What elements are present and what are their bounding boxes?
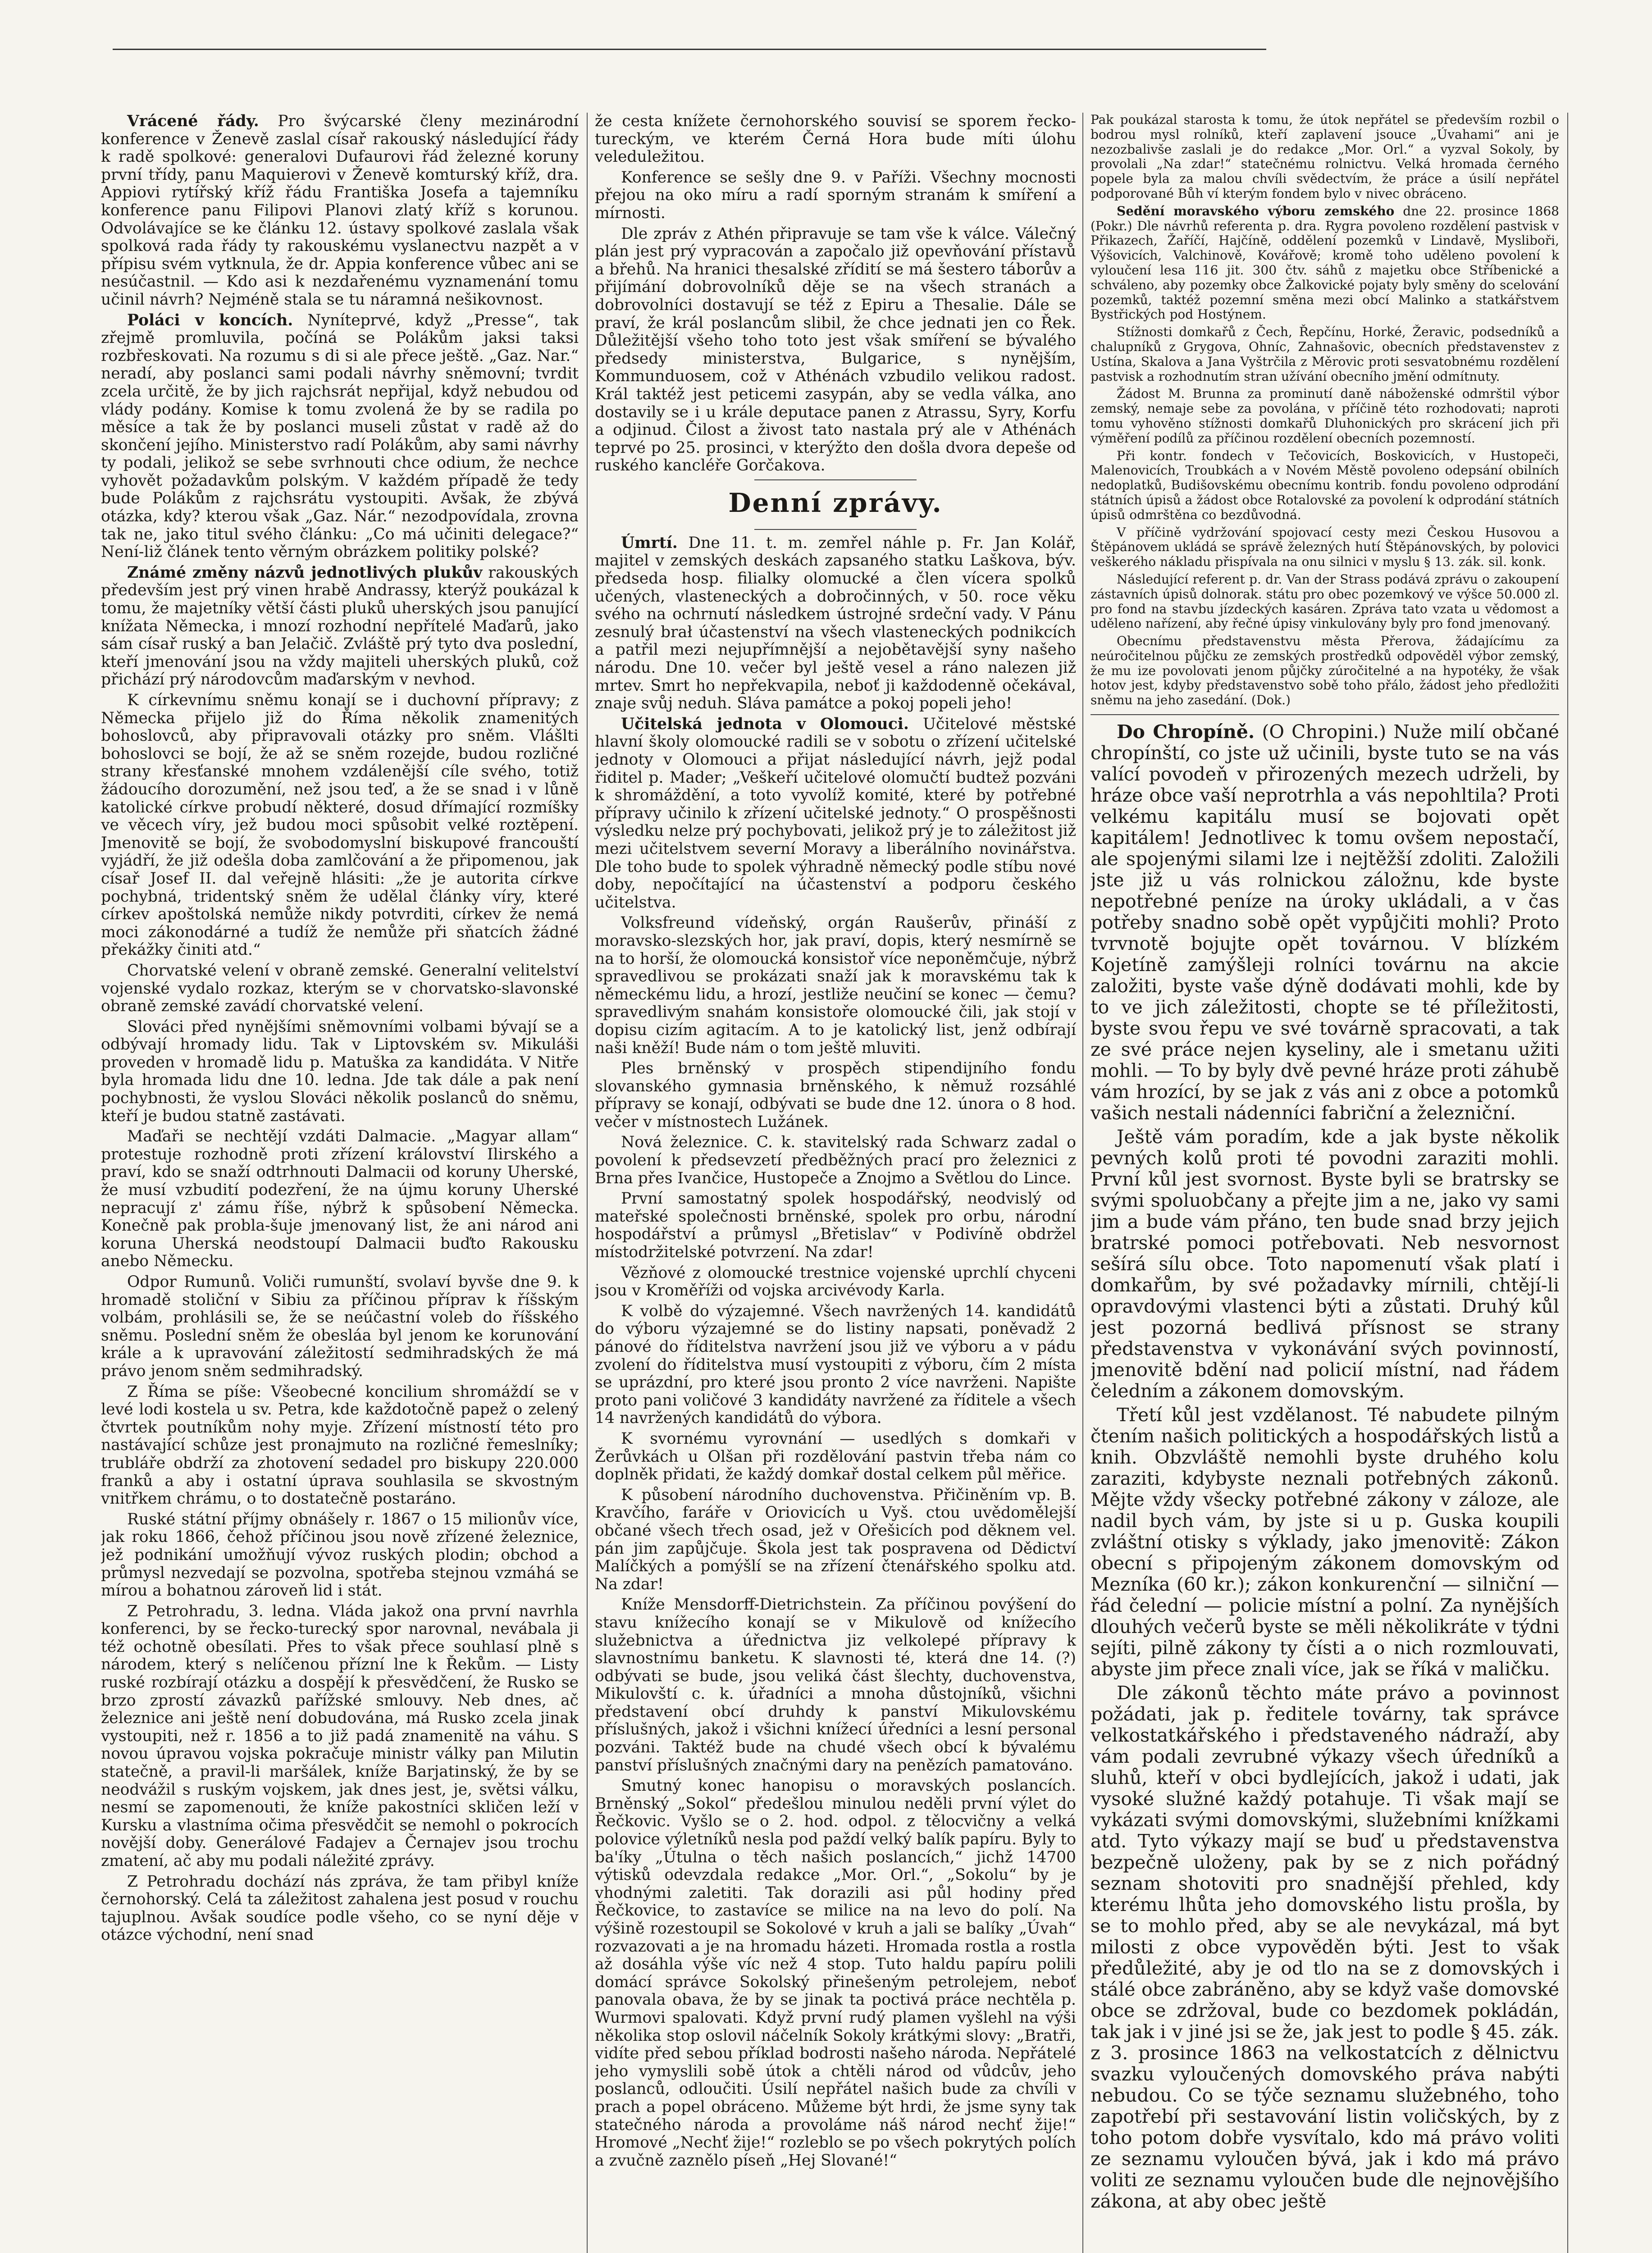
article-paragraph: Obecnímu představenstvu města Přerova, žádajícímu za neúročitelnou půjčku ze zemských prostředků odpověděl výbor zemský, že mu ize povolovati jenom půjčky zúročitelné a na hypotéky, že však hotov jest, kdyby představenstvo sobě toho přálo, žádost jeho předložiti sněmu na jeho zasedání. (Dok.) — [1091, 634, 1559, 708]
lead-in: Úmrtí. — [621, 534, 678, 552]
article-paragraph: Sedění moravského výboru zemského dne 22. prosince 1868 (Pokr.) Dle návrhů referenta p. dra. Rygra povoleno rozdělení pastvisk v Přikazech, Žaříčí, Hajčíně, oddělení pozemků v Lindavě, Mysliboři, Výšovicích, Valchinově, Kovářově; kromě toho uděleno povolení k vyloučení lesa 116 jit. 300 čtv. sáhů z majetku obce Stříbenické a schváleno, aby pozemky obce Žalkovické pojaty byly směny do scelování pozemků, taktéž pozemní směna mezi obcí Malinko a statkářstvem Bystřických pod Hostýnem. — [1091, 203, 1559, 322]
lead-in: Vrácené řády. — [127, 113, 259, 130]
article-paragraph: Třetí kůl jest vzdělanost. Té nabudete pilným čtením našich politických a hospodářských listů a knih. Obzvláště nemohli byste druhého kolu zaraziti, kdybyste neznali potřebných zákonů. Mějte vždy všecky potřebné zákony v záloze, ale nadil bych vám, by jste si u p. Guska koupili zvláštní otisky s výklady, jako jmenovitě: Zákon obecní s připojeným zákonem domovským od Mezníka (60 kr.); zákon konkurenční — silniční — řád čelední — policie místní a polní. Za nynějších dlouhých večerů byste se měli několikráte v týdni sejíti, pilně zákony ty čísti a o nich rozmlouvati, abyste jim přece znali více, jak se říká v maličku. — [1091, 1404, 1559, 1680]
lead-in: Poláci v koncích. — [127, 311, 293, 329]
lead-in: Do Chropíně. — [1117, 721, 1255, 743]
article-paragraph: Při kontr. fondech v Tečovicích, Boskovicích, v Hustopeči, Malenovicích, Troubkách a v Novém Městě povoleno odepsání obilních nedoplatků, Budišovskému obecnímu kontrib. fondu povoleno odprodání státních úpisů a žádost obce Rotalovské za povolení k odprodání státních úpisů odmrštěna co bezdůvodná. — [1091, 448, 1559, 522]
news-item: K volbě do výzajemné. Všech navržených 14. kandidátů do výboru výzajemné se do listiny napsati, poněvadž 2 pánové do říditelstva navržení jsou již ve výboru a v pádu zvolení do říditelstva musí vystoupiti z výboru, čím 2 místa se uprázdní, pro které jsou pronto 2 více navrženi. Napište proto pani voličové 3 kandidáty navržené za říditele a všech 14 navržených kandidátů do výbora. — [595, 1302, 1076, 1428]
news-item: Učitelská jednota v Olomouci. Učitelové městské hlavní školy olomoucké radili se v sobotu o zřízení učitelské jednoty v Olomouci a přijat následující návrh, jejž podal řiditel p. Mader; „Veškeří učitelové olomučtí budtež pozváni k shromáždění, a toto vyvolíž komité, které by potřebné přípravy učinilo k zřízení učitelské jednoty.“ O prospěšnosti výsledku nelze prý pochybovati, jelikož prý je to záležitost již mezi učitelstvem severní Moravy a liberálního novinářstva. Dle toho bude to spolek výhradně německý podle stíbu nové doby, nepočítající na účastenství a podporu českého učitelstva. — [595, 715, 1076, 912]
section-rule — [754, 479, 917, 480]
article-paragraph: Slováci před nynějšími sněmovními volbami bývají se a odbývají hromady lidu. Tak v Liptovském sv. Mikuláši proveden v hromadě lidu p. Matuška za kandidáta. V Nitře byla hromada lidu dne 10. ledna. Jde tak dále a pak není pochybnosti, že vyslou Slováci několik poslanců do sněmu, kteří je budou statně zastávati. — [101, 1017, 579, 1125]
news-item: Úmrtí. Dne 11. t. m. zemřel náhle p. Fr. Jan Kolář, majitel v zemských deskách zapsaného statku Laškova, býv. předseda hosp. filialky olomucké a člen vícera spolků učených, vlasteneckých a dobročinných, v 50. roce věku svého na ochrnutí následkem ústrojné srdeční vady. V Pánu zesnulý brał účastenství na všech vlasteneckých podnikcích a patřil mezi nejupřímnější a nejobětavější syny našeho národu. Dne 10. večer byl ještě vesel a ráno nalezen již mrtev. Smrt ho nepřekvapila, neboť ji každodenně očekával, znaje svůj neduh. Sláva památce a pokoj popeli jeho! — [595, 534, 1076, 713]
article-paragraph: Konference se sešly dne 9. v Paříži. Všechny mocnosti přejou na oko míru a radí sporným stranám k smíření a mírnosti. — [595, 168, 1076, 222]
news-item: K svornému vyrovnání — usedlých s domkaři v Žerůvkách u Olšan při rozdělování pastvin třeba nám co doplněk přidati, že každý domkař dostal celkem půl měřice. — [595, 1429, 1076, 1484]
column-2 — [595, 113, 1076, 2253]
article-paragraph: Vrácené řády. Pro švýcarské členy mezinárodní konference v Ženevě zaslal císař rakouský následující řády k radě spolkové: generalovi Dufaurovi řád železné koruny první třídy, panu Maquierovi v Ženevě komturský kříž, dra. Appiovi rytířský kříž řádu Františka Josefa a tajemníku konference panu Filipovi Planovi zlatý kříž s korunou. Odvolávajíce se ke článku 12. ústavy spolkové zaslala však spolková rada řády ty rakouskému vyslanectvu nazpět a v přípisu svém vytknula, že dr. Appia konference vůbec ani se nesúčastnil. — Kdo asi k nezdařenému vyznamenání tomu učinil návrh? Nejméně stala se tu náramná nešikovnost. — [101, 113, 579, 309]
article-paragraph: Dle zákonů těchto máte právo a povinnost požádati, jak p. ředitele továrny, tak správce velkostatkářského i představeného nádraží, aby vám podali zevrubné výkazy všech úředníků a sluhů, kteří v obci bydlejících, jakož i udati, jak vysoké služné každý potahuje. Ti však mají se vykázati svými domovskými, služebními knížkami atd. Tyto výkazy mají se buď u představenstva bezpečně uloženy, pak by se z nich pořádný seznam shotoviti pro snadnější přehled, kdy kterému lhůta jeho domovského listu prošla, by se to mohlo před, aby se ale nevykázal, má byt milosti z obce vypověděn býti. Jest to však předůležité, aby je od tlo na se z domovských i stálé obce zabráněno, aby se když vaše domovské obce se zdržoval, bude co bezdomek pokládán, tak jak i v jiné jsi se že, jak jest to podle § 45. zák. z 3. prosince 1863 na velkostatcích z dělnictvu svazku vyloučených domovského práva nabýti nebudou. Co se týče seznamu služebného, toho zapotřebí při sestavování listin voličských, by z toho potom dobře vysvítalo, kdo má právo voliti ze seznamu vyloučen bývá, jak i kdo má právo voliti ze seznamu vyloučen bude dle nejnovějšího zákona, at aby obec ještě — [1091, 1682, 1559, 2212]
article-paragraph: Stížnosti domkařů z Čech, Řepčínu, Horké, Žeravic, podsedníků a chalupníků z Grygova, Ohníc, Zahnašovic, obecních představenstev z Ustína, Skalova a Jana Vyštrčila z Měrovic proti sesvatobnému rozdělení pastvisk a rozhodnutím stran užívání obecního jmění odmítnuty. — [1091, 324, 1559, 384]
news-item: Ples brněnský v prospěch stipendijního fondu slovanského gymnasia brněnského, k němuž rozsáhlé přípravy se konají, odbývati se bude dne 12. února o 8 hod. večer v místnostech Lužánek. — [595, 1059, 1076, 1131]
article-paragraph: K církevnímu sněmu konají se i duchovní přípravy; z Německa přijelo již do Říma několik znamenitých bohoslovců, aby připravovali otázky pro sněm. Vlášlti bohoslovci se bojí, že až se sněm rozejde, budou rozličné strany křesťanské mnohem vzdálenější cíle svého, totiž žádoucího dorozumění, než jsou teď, a že se snad i v lůně katolické církve probudí některé, dosud dřímající rozmíšky ve věcech víry, jež budou moci spůsobit velké roztěpení. Jmenovitě se bojí, že svobodomyslní biskupové francouští vyjádří, že již odešla doba zamlčování a že připomenou, jak císař Josef II. dal veřejně hlásiti: „že je autorita církve pochybná, tridentský sněm že udělal články víry, které církev apoštolská nemůže nikdy potvrditi, církev že nemá moci zákonodárné a tudíž že nemůže při sňatcích žádné překážky činiti atd.“ — [101, 691, 579, 959]
column-1 — [101, 113, 579, 2253]
column-divider — [587, 113, 588, 2253]
article-paragraph: Chorvatské velení v obraně zemské. Generalní velitelství vojenské vydalo rozkaz, kterým se v chorvatsko-slavonské obraně zemské zavádí chorvatské velení. — [101, 961, 579, 1016]
article-paragraph: Pak poukázal starosta k tomu, že útok nepřátel se především rozbil o bodrou mysl rolníků, kteří zaplavení jsouce „Úvahami“ ani je nezozbalivše zaslali je do redakce „Mor. Orl.“ a vyzval Sokoly, by provolali „Na zdar!“ statečnému rolnictvu. Velká hromada černého popele byla za malou chvíli svědectvím, že práce a úsilí nepřátel podporované Bůh ví kterým fondem bylo v nivec obráceno. — [1091, 113, 1559, 201]
article-paragraph: Z Říma se píše: Všeobecné koncilium shromáždí se v levé lodi kostela u sv. Petra, kde každotočně papež o zelený čtvrtek poutníkům nohy myje. Zřízení místností této pro nastávající schůze jest pronajmuto na rozličné řemeslníky; trubláře obdrží za zhotovení sedadel pro biskupy 220.000 franků a aby i ostatní úprava souhlasila se skvostným vnitřkem chrámu, o to dostatečně postaráno. — [101, 1382, 579, 1508]
news-item: Smutný konec hanopisu o moravských poslancích. Brněnský „Sokol“ předešlou minulou neděli první výlet do Řečkovic. Vyšlo se o 2. hod. odpol. z tělocvičny a velká polovice výletníků nesla pod paždí velký balík papíru. Byly to ba'íky „Útulna o těch našich poslancích,“ jichž 14700 výtisků odevzdala redakce „Mor. Orl.“, „Sokolu“ by je vhodnými zaletiti. Tak dorazili asi půl hodiny před Řečkovice, to zastavíce se milice na na levo do polí. Na výšině rozestoupil se Sokolové v kruh a jali se balíky „Úvah“ rozvazovati a je na hromadu házeti. Hromada rostla a rostla až dosáhla výše víc než 4 stop. Tuto haldu papíru polili domácí správce Sokolský přinešeným petrolejem, neboť panovala obava, že by se jinak ta poctivá práce nechtěla p. Wurmovi spalovati. Když první rudý plamen vyšlehl na výši několika stop oslovil náčelník Sokoly krátkými slovy: „Bratři, vidíte před sebou příklad bodrosti našeho národa. Nepřátelé jeho vymyslili sobě útok a chtěli národ od vůdcův, jeho poslanců, odloučiti. Úsilí nepřátel našich bude za chvíli v prach a popel obráceno. Můžeme být hrdi, že jsme syny tak statečného národa a provoláme náš národ nechť žije!“ Hromové „Nechť žije!“ rozleblo se po všech pokrytých polích a zvučně zaznělo píseň „Hej Slované!“ — [595, 1777, 1076, 2170]
lead-in: Učitelská jednota v Olomouci. — [621, 715, 909, 733]
news-item: Kníže Mensdorff-Dietrichstein. Za příčinou povýšení do stavu knížecího konají se v Mikulově od knížecího služebnictva a úřednictva jiz velkolepé přípravy k slavnostnímu banketu. K slavnosti té, která dne 14. (?) odbývati se bude, jsou veliká část šlechty, duchovenstva, Mikulovští c. k. úřadníci a mnoha důstojníků, všichni představení obcí druhdy k panství Mikulovskému příslušných, jakož i všichni knížecí úředníci a lesní personal pozváni. Taktéž bude na chudé všech obcí k bývalému panství příslušných značnými dary na penězích pamatováno. — [595, 1596, 1076, 1774]
top-rule — [113, 49, 1266, 50]
news-item: První samostatný spolek hospodářský, neodvislý od mateřské společnosti brněnské, spolek pro orbu, národní hospodářství a průmysl „Břetislav“ v Podivíně obdržel místodržitelské potvrzení. Na zdar! — [595, 1190, 1076, 1262]
article-paragraph: Odpor Rumunů. Voliči rumunští, svolaví byvše dne 9. k hromadě stoliční v Sibiu za příčinou příprav k říšským volbám, prohlásili se, že se neúčastní voleb do říšského sněmu. Poslední sněm že obesláa byl jenom ke korunování krále a k upravování záležitostí sedmihradských že má právo jenom sněm sedmihradský. — [101, 1273, 579, 1380]
news-item: Volksfreund vídeňský, orgán Raušerův, přináší z moravsko-slezských hor, jak praví, dopis, který nesmírně se na to horší, že olomoucká konsistoř více neponěmčuje, nýbrž spravedlivou se prokázati snaží jak k moravskému tak k německému lidu, a hrozí, jestliže neučiní se konec — čemu? spravedlivým snahám konsistoře olomoucké čili, jak stojí v dopisu cizím agitacím. A to je katolický list, jenž odbírají naši kněží! Bude nám o tom ještě mluviti. — [595, 914, 1076, 1057]
right-margin-rule — [1567, 113, 1568, 2253]
article-paragraph: že cesta knížete černohorského souvisí se sporem řecko-tureckým, ve kterém Černá Hora bude míti úlohu veleduležitou. — [595, 113, 1076, 166]
news-item: Nová železnice. C. k. stavitelský rada Schwarz zadal o povolení k předsevzetí předběžných prací pro železnici z Brna přes Ivančice, Hustopeče a Znojmo a Světlou do Lince. — [595, 1133, 1076, 1187]
news-item: K působení národního duchovenstva. Přičiněním vp. B. Kravčího, faráře v Oriovicích u Vyš. ctou uvědomělejší občané všech třech osad, jež v Ořešicích pod děknem vel. pán jim zapůjčuje. Škola jest tak pospravena od Dědictví Malíčkých a pomýšlí se na zřízení čtenářského spolku atd. Na zdar! — [595, 1486, 1076, 1593]
section-title: Denní zprávy. — [728, 487, 943, 518]
article-paragraph: Do Chropíně. (O Chropini.) Nuže milí občané chropínští, co jste už učinili, byste tuto se na vás valící povodeň v přirozených mezech udrželi, by hráze obce vaší neprotrhla a vás nepohltila? Proti velkému kapitálu musí se bojovati opět kapitálem! Jednotlivec k tomu ovšem nepostačí, ale spojenými silami lze i nejtěžší zdoliti. Založili jste již u vás rolnickou záložnu, kde byste nepotřebné peníze na úroky ukládali, a v čas potřeby snadno sobě opět vypůjčiti mohli? Proto tvrvnotě bojujte opět továrnou. V blízkém Kojetíně zamýšleji rolníci továrnu na akcie založiti, byste vaše dýně dodávati mohli, kde by to ve jich záležitosti, chopte se té příležitosti, byste svou řepu ve své továrně spracovati, a tak ze své práce nejen kyseliny, ale i smetanu užiti mohli. — To by byly dvě pevné hráze proti záhubě vám hrozící, by se jak z vás ani z obce a potomků vašich nestali nádenníci fabriční a železniční. — [1091, 721, 1559, 1124]
article-paragraph: Z Petrohradu dochází nás zpráva, že tam přibyl kníže černohorský. Celá ta záležitost zahalena jest posud v rouchu tajuplnou. Avšak soudíce podle všeho, co se nyní děje v otázce východní, není snad — [101, 1872, 579, 1944]
article-paragraph: Poláci v koncích. Nyníteprvé, když „Presse“, tak zřejmě promluvila, počíná se Polákům jaksi taksi rozbřeskovati. Na rozumu s di si ale přece ještě. „Gaz. Nar.“ neradí, aby poslanci sami podali návrhy sněmovní; tvrdit zcela určitě, že by jich rajchsrát nepřijal, když nebudou od vlády podány. Komise k tomu zvolená že by se radila po měsíce a tak že by poslanci museli zůstat v radě až do skončení jejího. Ministerstvo radí Polákům, aby sami návrhy ty podali, jelikož se sebe svrhnouti chce odium, že nechce vyhovět požadavkům polským. V každém případě že tedy bude Polákům z rajchsrátu vystoupiti. Avšak, že zbývá otázka, kdy? kterou však „Gaz. Nár.“ nezodpovídala, zrovna tak ne, jako titul svého článku: „Co má učiniti delegace?“ Není-liž článek tento věrným obrázkem politiky polské? — [101, 311, 579, 561]
article-paragraph: Ještě vám poradím, kde a jak byste několik pevných kolů proti té povodni zaraziti mohli. První kůl jest svornost. Byste byli se bratrsky se svými spoluobčany a přejte jim a ne, jako vy sami jim a bude vám přáno, ten bude snad brzy jejich bratrské pomoci potřebovati. Neb nesvornost sešírá sílu obce. Toto napomenutí však platí i domkařům, by své požadavky mírnili, chtějí-li opravdovými vlastenci býti a zůstati. Druhý kůl jest pozorná bedlivá přísnost se strany představenstva v vykonávání svých povinností, jmenovitě bdění nad policií místní, nad řádem čeledním a zákonem domovským. — [1091, 1126, 1559, 1402]
lead-in: Známé změny názvů jednotlivých plukův — [127, 563, 483, 582]
column-3 — [1091, 113, 1559, 2253]
article-paragraph: Následující referent p. dr. Van der Strass podává zprávu o zakoupení zástavních úpisů dolnorak. státu pro obec pozemkový ve výšce 50.000 zl. pro fond na stavbu jízdeckých kasáren. Zpráva tato vzata u vědomost a uděleno nařízení, aby řečné úpisy vinkulovány byly pro fond jmenovaný. — [1091, 571, 1559, 631]
article-paragraph: Žádost M. Brunna za prominutí daně náboženské odmrštil výbor zemský, nemaje sebe za povolána, v příčině této rozhodovati; naproti tomu vyhověno stížnosti domkařů Dluhonických pro skrácení jich při výměření podílů za příčinou rozdělení obecních pozemností. — [1091, 386, 1559, 446]
article-paragraph: Ruské státní příjmy obnášely r. 1867 o 15 milionův více, jak roku 1866, čehož příčinou jsou nově zřízené železnice, jež podnikání umožňují vývoz ruských plodin; obchod a průmysl nezvedají se pozvolna, spotřeba stejnou vzmáhá se mírou a bohatnou zároveň lid i stát. — [101, 1510, 579, 1600]
section-rule — [754, 529, 917, 530]
article-paragraph: Dle zpráv z Athén připravuje se tam vše k válce. Válečný plán jest prý vypracován a započalo již opevňování přístavů a břehů. Na hranici thesalské zřídití se má šestero táborův a přijímání dobrovolníků děje se na všech stranách a dobrovolníci dostavují se též z Epiru a Thesalie. Dále se praví, že král poslancům slibil, že chce jednati jen co Řek. Důležitější všeho toho toto jest však smíření se bývalého předsedy ministerstva, Bulgarice, s nynějším, Kommunduosem, což v Athénách vzbudilo velikou radost. Král taktéž jest peticemi zasypán, aby se vedla válka, ano dostavily se i u krále deputace panen z Atrassu, Syry, Korfu a odjinud. Čilost a živost tato nastala prý ale v Athénách teprvé po 25. prosinci, v kterýžto den došla dvora depeše od ruského kancléře Gorčakova. — [595, 224, 1076, 475]
article-rule — [1091, 714, 1559, 715]
lead-in: Sedění moravského výboru zemského — [1117, 203, 1395, 219]
column-divider — [1082, 113, 1083, 2253]
article-paragraph: V příčině vydržování spojovací cesty mezi Českou Husovou a Štěpánovem ukládá se správě železných hutí Štěpánovských, by polovici veškerého nákladu přispívala na onu silnici v myslu § 13. zák. sil. konk. — [1091, 524, 1559, 570]
article-paragraph: Maďaři se nechtějí vzdáti Dalmacie. „Magyar allam“ protestuje rozhodně proti zřízení království Ilirského a praví, kdo se snaží odtrhnouti Dalmacii od koruny Uherské, že musí vzbudití podezření, že na újmu koruny Uherské nepracují z' zámu říše, nýbrž k spůsobení Německa. Konečně pak probla-šuje jmenovaný list, že ani národ ani koruna Uherská neodstoupí Dalmacii buďto Rakousku anebo Německu. — [101, 1127, 579, 1271]
article-paragraph: Známé změny názvů jednotlivých plukův rakouských především jest prý vinen hrabě Andrassy, kterýž poukázal k tomu, že majetníky větší části pluků uherských jsou panující knížata Německa, i mnozí rozhodní nepřítelé Maďarů, jako sám císař ruský a ban Jelačič. Zvláště prý tyto dva poslední, kteří jmenování jsou na vždy majiteli uherských pluků, což přichází prý národovcům maďarským v nevhod. — [101, 563, 579, 689]
news-item: Vězňové z olomoucké trestnice vojenské uprchlí chyceni jsou v Kroměříži od vojska arcivévody Karla. — [595, 1263, 1076, 1300]
article-paragraph: Z Petrohradu, 3. ledna. Vláda jakož ona první navrhla konferenci, by se řecko-turecký spor narovnal, nevábala ji též ochotně obesílati. Přes to však přece souhlasí plně s národem, který s nelíčenou přízní lne k Řekům. — Listy ruské rozbírají otázku a dospějí k přesvědčení, že Rusko se brzo zprostí závazků pařížské smlouvy. Neb dnes, ač železnice ani ještě není dobudována, má Rusko zcela jinak vystoupiti, než r. 1856 a to již padá znamenitě na váhu. S novou úpravou vojska pokračuje ministr války pan Milutin statečně, a pravil-li maršálek, kníže Barjatinský, že by se neodvážil s ruským vojskem, jak dnes jest, je, světsi válku, nesmí se zapomenouti, že kníže pakostníci skličen leží v Kursku a vlastníma očima přesvědčit se nemohl o pokrocích novější doby. Generálové Fadajev a Černajev jsou trochu zmatení, ač aby mu podali náležité zprávy. — [101, 1602, 579, 1870]
